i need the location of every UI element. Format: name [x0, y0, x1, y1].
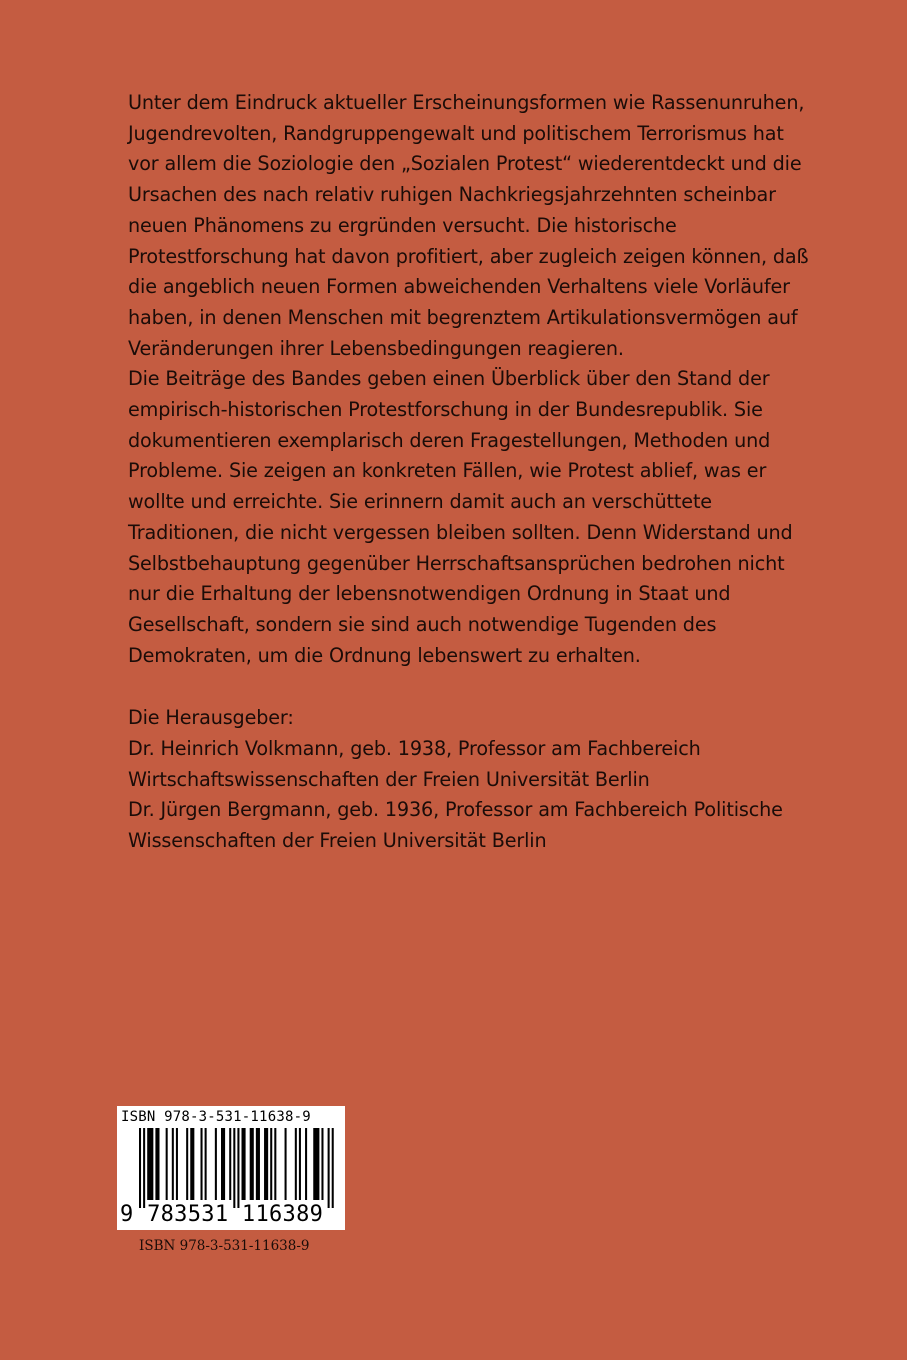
barcode-bar — [155, 1128, 159, 1200]
barcode-bar — [299, 1128, 301, 1200]
blurb-paragraph-1: Unter dem Eindruck aktueller Erscheinungsformen wie Rassenunruhen, Jugendrevolten, Randgruppengewalt und politischem Terrorismus hat vor allem die Soziologie den „Sozialen Protest“ wiederentdeckt und die Ursachen des nach relativ ruhigen Nachkriegsjahrzehnten scheinbar neuen Phänomens zu ergründen versucht. Die historische Protestforschung hat davon profitiert, aber zugleich zeigen können, daß die angeblich neuen Formen abweichenden Verhaltens viele Vorläufer haben, in denen Menschen mit begrenztem Artikulationsvermögen auf Veränderungen ihrer Lebensbedingungen reagieren. — [128, 91, 809, 360]
barcode-bar — [264, 1128, 268, 1200]
barcode-bar — [205, 1128, 207, 1200]
barcode-ean-digits: 9 783531 116389 — [120, 1202, 324, 1227]
paragraph-gap — [128, 671, 818, 703]
editor-bergmann: Dr. Jürgen Bergmann, geb. 1936, Professor am Fachbereich Politische Wissenschaften der Freien Universität Berlin — [128, 798, 783, 853]
barcode-guard-bar — [332, 1128, 334, 1208]
barcode-guard-bar — [143, 1128, 145, 1208]
barcode-bar — [274, 1128, 276, 1200]
barcode-bar — [215, 1128, 217, 1200]
barcode-bar — [321, 1128, 323, 1200]
barcode-bar — [270, 1128, 272, 1200]
barcode-bar — [201, 1128, 203, 1200]
isbn-line: ISBN 978-3-531-11638-9 — [139, 1238, 310, 1254]
barcode-guard-bar — [328, 1128, 330, 1208]
editors-heading: Die Herausgeber: — [128, 706, 294, 730]
barcode-bar — [186, 1128, 188, 1200]
barcode-bar — [229, 1128, 231, 1200]
editor-volkmann: Dr. Heinrich Volkmann, geb. 1938, Professor am Fachbereich Wirtschaftswissenschaften der Freien Universität Berlin — [128, 737, 701, 791]
barcode-bar — [166, 1128, 168, 1200]
barcode-bar — [295, 1128, 297, 1200]
barcode-box — [117, 1106, 345, 1230]
barcode-bar — [147, 1128, 153, 1200]
barcode-bar — [221, 1128, 225, 1200]
blurb-paragraph-2: Die Beiträge des Bandes geben einen Überblick über den Stand der empirisch-historischen Protestforschung in der Bundesrepublik. Sie dokumentieren exemplarisch deren Fragestellungen, Methoden und Probleme. Sie zeigen an konkreten Fällen, wie Protest ablief, was er wollte und erreichte. Sie erinnern damit auch an verschüttete Traditionen, die nicht vergessen bleiben sollten. Denn Widerstand und Selbstbehauptung gegenüber Herrschaftsansprüchen bedrohen nicht nur die Erhaltung der lebensnotwendigen Ordnung in Staat und Gesellschaft, sondern sie sind auch notwendige Tugenden des Demokraten, um die Ordnung lebenswert zu erhalten. — [128, 367, 793, 667]
barcode-isbn-label: ISBN 978-3-531-11638-9 — [121, 1109, 311, 1125]
barcode-guard-bar — [237, 1128, 239, 1208]
barcode-guard-bar — [233, 1128, 235, 1208]
barcode-bar — [285, 1128, 287, 1200]
barcode-bar — [305, 1128, 307, 1200]
barcode-bar — [250, 1128, 254, 1200]
barcode-guard-bar — [139, 1128, 141, 1208]
barcode-bar — [313, 1128, 319, 1200]
barcode-bar — [176, 1128, 178, 1200]
barcode-bar — [172, 1128, 174, 1200]
blurb-text — [128, 88, 818, 857]
barcode-bar — [256, 1128, 260, 1200]
barcode-bar — [190, 1128, 194, 1200]
barcode-bar — [242, 1128, 246, 1200]
